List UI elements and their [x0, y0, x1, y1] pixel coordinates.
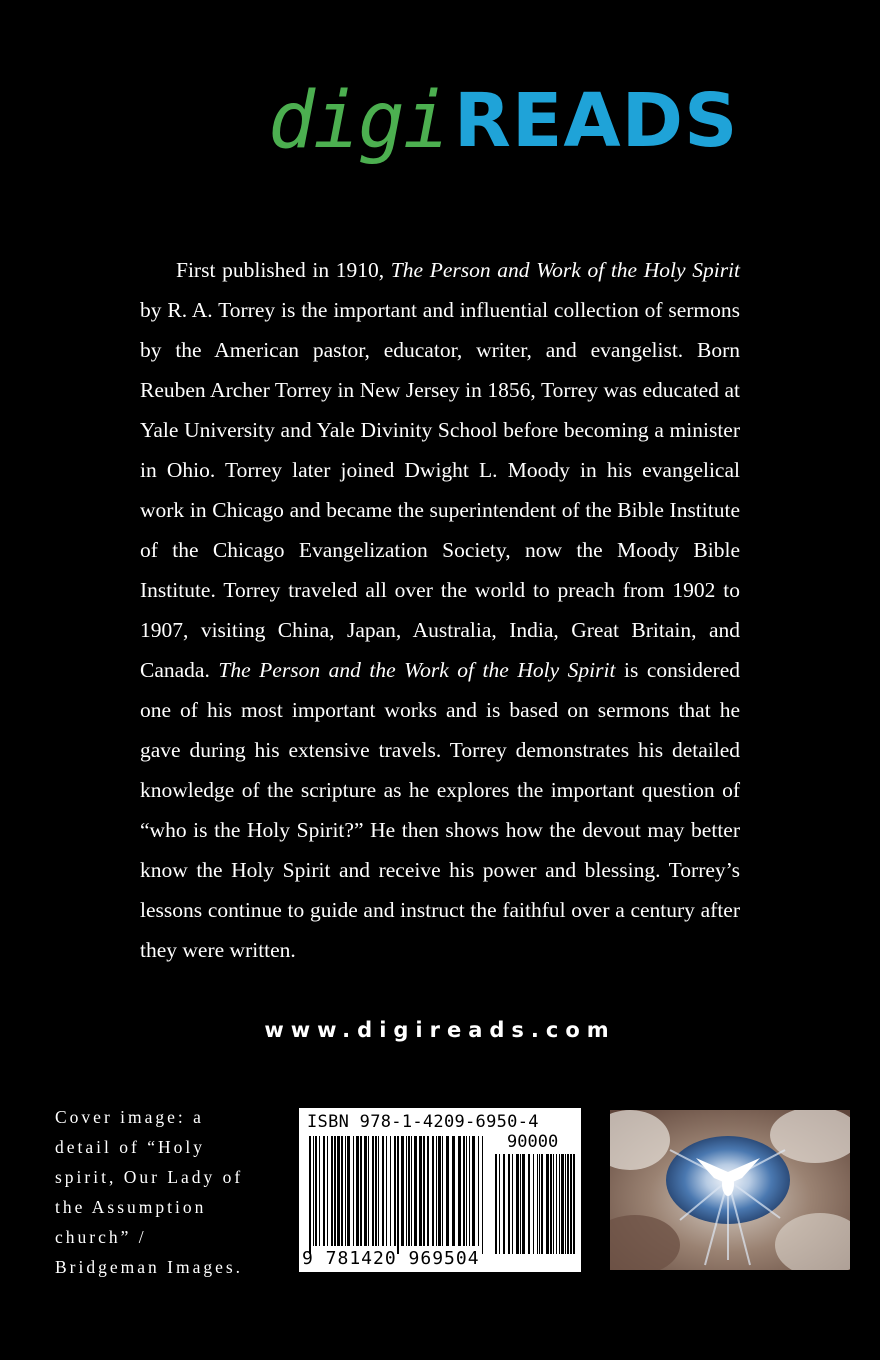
cover-detail-image — [610, 1110, 850, 1270]
website-url[interactable]: www.digireads.com — [264, 1018, 616, 1042]
price-addon: 90000 — [507, 1132, 559, 1152]
logo-reads: READS — [453, 78, 739, 164]
blurb-intro: First published in 1910, — [176, 258, 391, 282]
publisher-logo — [268, 66, 739, 176]
isbn-barcode — [299, 1108, 581, 1272]
cover-credit — [55, 1102, 270, 1282]
book-description — [140, 250, 740, 970]
book-title-first: The Person and Work of the Holy Spirit — [390, 258, 741, 282]
credit-line-1: Cover image: a — [55, 1107, 204, 1127]
credit-line-3: spirit, Our Lady of — [55, 1167, 244, 1187]
blurb-conclusion: is considered one of his most important works and is based on sermons that he gave during his extensive travels. Torrey demonstrates his detailed knowledge of the scripture as he explores the important question of “who is the Holy Spirit?” He then shows how the devout may better know the Holy Spirit and receive his power and blessing. Torrey’s lessons continue to guide and instruct the faithful over a century after they were written. — [140, 658, 740, 962]
credit-line-4: the Assumption — [55, 1197, 207, 1217]
book-title-second: The Person and the Work of the Holy Spirit — [218, 658, 616, 682]
credit-line-6: Bridgeman Images. — [55, 1257, 244, 1277]
isbn-number: ISBN 978-1-4209-6950-4 — [307, 1112, 539, 1132]
credit-line-2: detail of “Holy — [55, 1137, 205, 1157]
credit-line-5: church” / — [55, 1227, 147, 1247]
ean-digits: 9 781420 969504 — [302, 1248, 480, 1269]
blurb-body: by R. A. Torrey is the important and influential collection of sermons by the American pastor, educator, writer, and evangelist. Born Reuben Archer Torrey in New Jersey in 1856, Torrey was educated at Yale University and Yale Divinity School before becoming a minister in Ohio. Torrey later joined Dwight L. Moody in his evangelical work in Chicago and became the superintendent of the Bible Institute of the Chicago Evangelization Society, now the Moody Bible Institute. Torrey traveled all over the world to preach from 1902 to 1907, visiting China, Japan, Australia, India, Great Britain, and Canada. — [140, 298, 740, 682]
logo-digi: digi — [268, 76, 448, 166]
